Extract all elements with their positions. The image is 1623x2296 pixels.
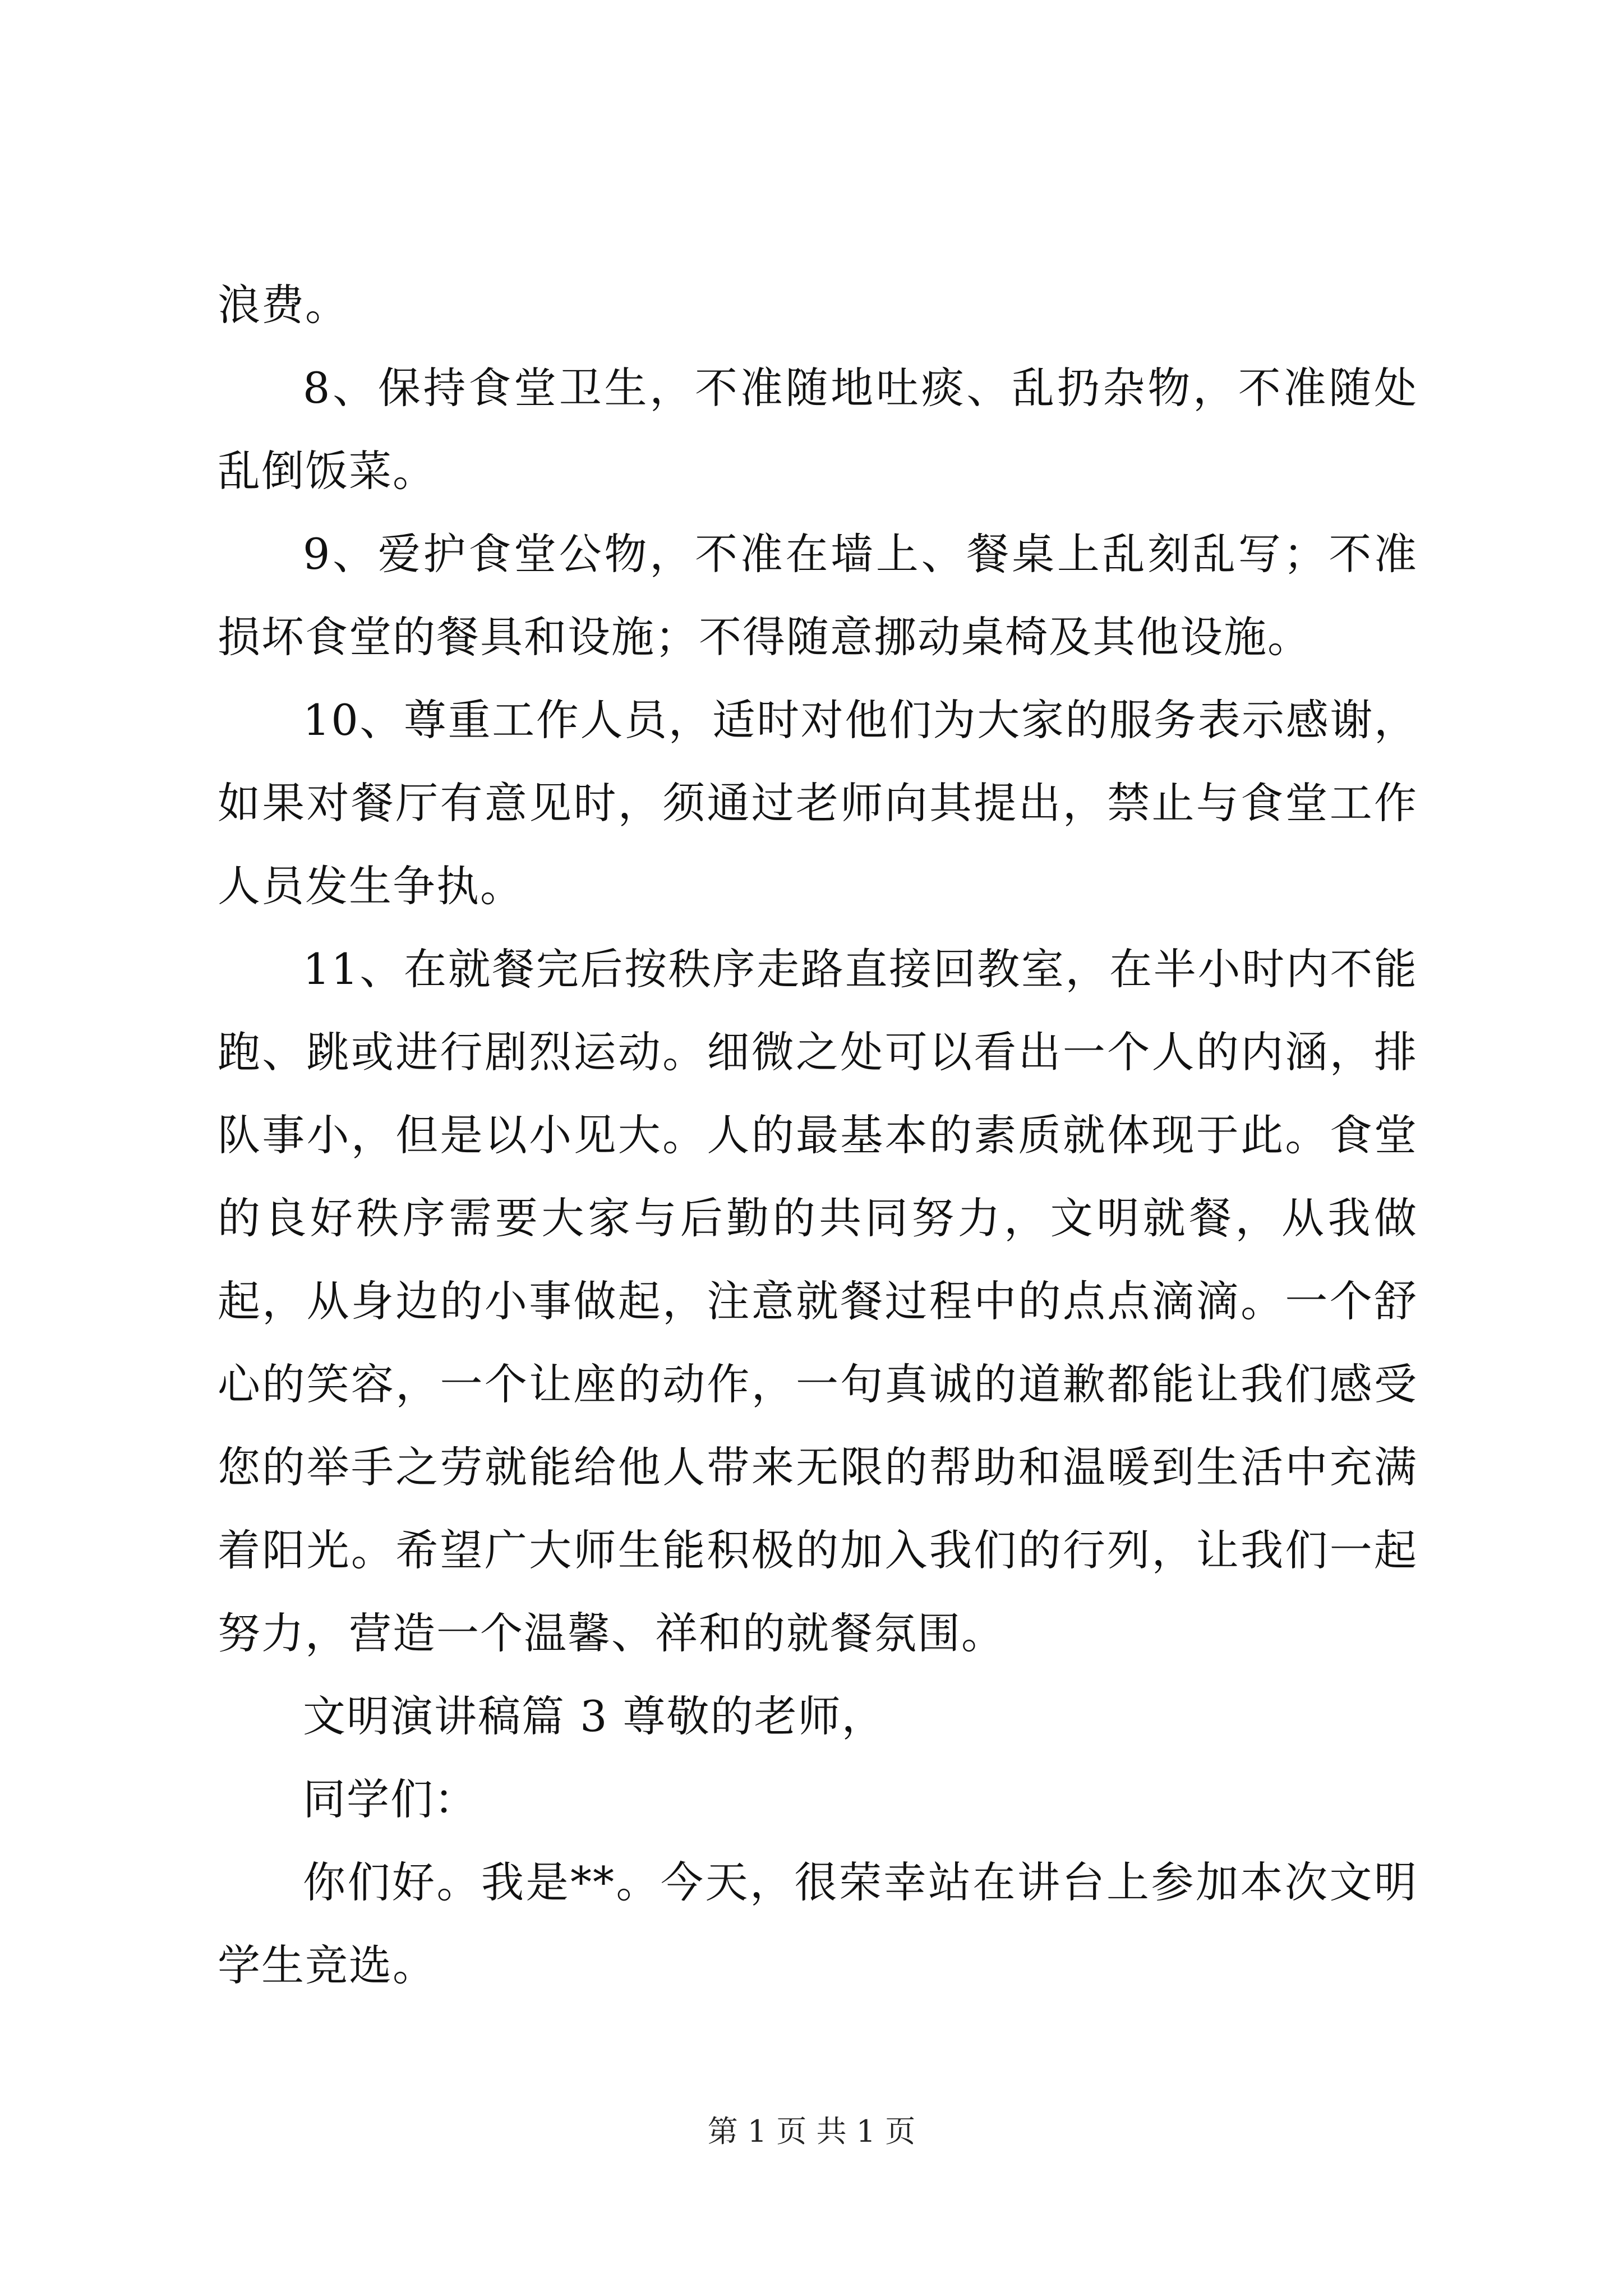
paragraph-4: 10、尊重工作人员，适时对他们为大家的服务表示感谢，如果对餐厅有意见时，须通过老师向其提出，禁止与食堂工作人员发生争执。 (218, 695, 1418, 911)
paragraph-5: 11、在就餐完后按秩序走路直接回教室，在半小时内不能跑、跳或进行剧烈运动。细微之处可以看出一个人的内涵，排队事小，但是以小见大。人的最基本的素质就体现于此。食堂的良好秩序需要大家与后勤的共同努力，文明就餐，从我做起，从身边的小事做起，注意就餐过程中的点点滴滴。一个舒心的笑容，一个让座的动作，一句真诚的道歉都能让我们感受您的举手之劳就能给他人带来无限的帮助和温暖到生活中充满着阳光。希望广大师生能积极的加入我们的行列，让我们一起努力，营造一个温馨、祥和的就餐氛围。 (218, 944, 1418, 1658)
paragraph-1: 浪费。 (218, 280, 349, 330)
paragraph-8: 你们好。我是**。今天，很荣幸站在讲台上参加本次文明学生竞选。 (218, 1857, 1418, 1990)
page-footer: 第 1 页 共 1 页 (707, 2114, 916, 2149)
paragraph-3: 9、爱护食堂公物，不准在墙上、餐桌上乱刻乱写；不准损坏食堂的餐具和设施；不得随意挪动桌椅及其他设施。 (218, 529, 1418, 662)
paragraph-2: 8、保持食堂卫生，不准随地吐痰、乱扔杂物，不准随处乱倒饭菜。 (218, 363, 1418, 496)
document-body (218, 264, 1418, 2007)
paragraph-7: 同学们： (303, 1774, 478, 1824)
paragraph-6: 文明演讲稿篇 3 尊敬的老师， (303, 1691, 886, 1741)
